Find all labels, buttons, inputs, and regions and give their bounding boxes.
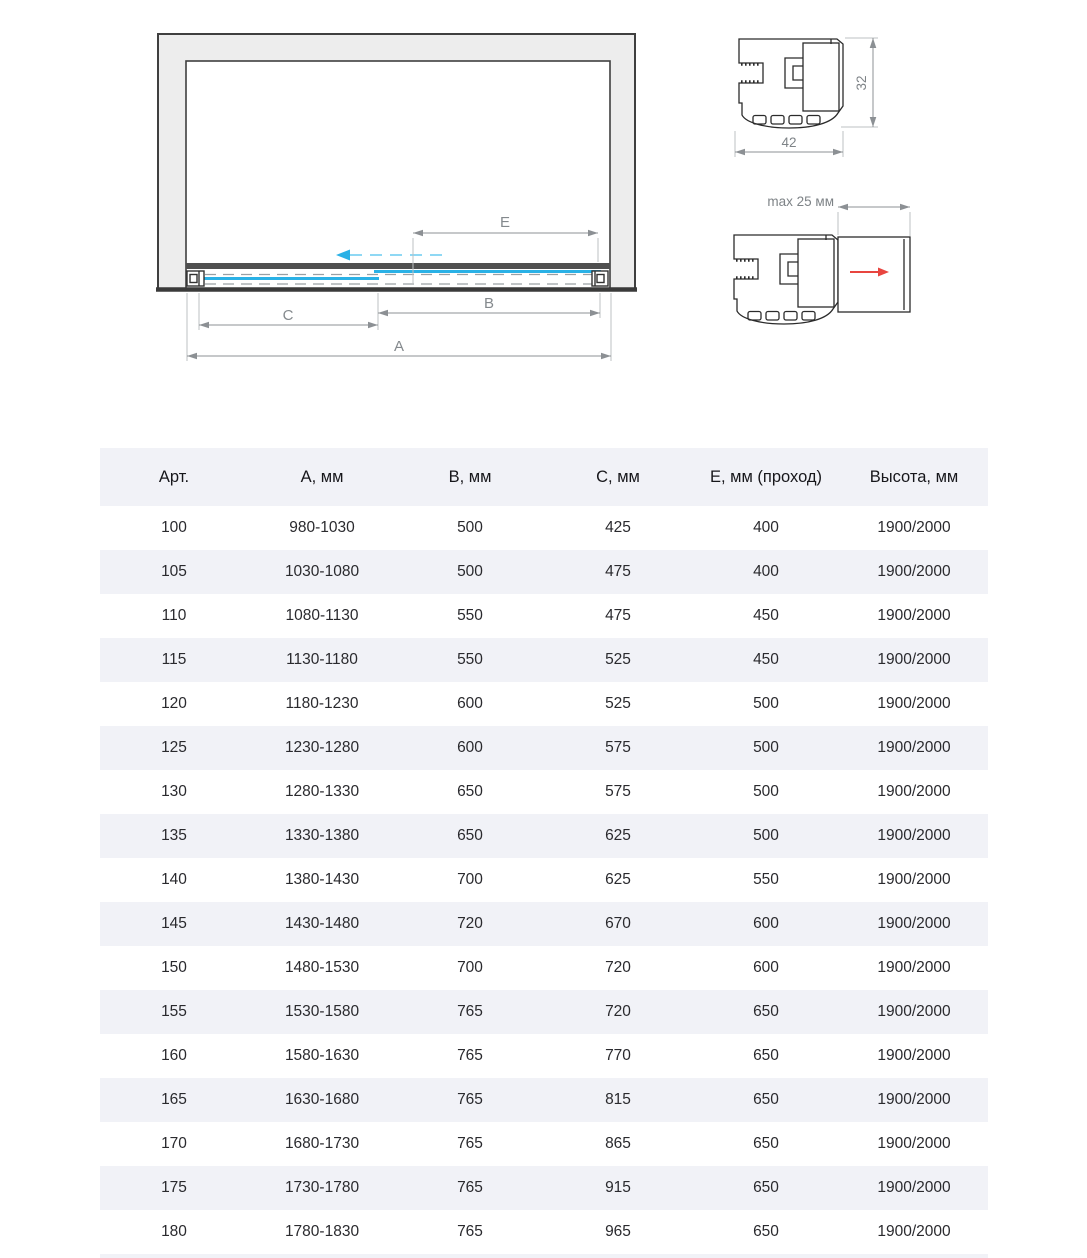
table-cell: 650: [753, 1003, 779, 1020]
dimension-32: [841, 38, 878, 127]
table-cell: 105: [161, 563, 187, 580]
table-cell: 1900/2000: [877, 695, 951, 712]
table-cell: 165: [161, 1091, 187, 1108]
right-wall-bracket: [592, 271, 608, 286]
table-cell: 650: [753, 1135, 779, 1152]
table-cell: 765: [457, 1047, 483, 1064]
table-cell: 600: [457, 739, 483, 756]
dimension-b: [378, 293, 600, 330]
table-cell: 1230-1280: [284, 739, 360, 756]
table-row: [100, 726, 988, 770]
table-cell: 155: [161, 1003, 187, 1020]
table-cell: 765: [457, 1003, 483, 1020]
table-cell: 980-1030: [289, 519, 355, 536]
table-cell: 1430-1480: [284, 915, 360, 932]
table-row: [100, 814, 988, 858]
table-cell: 915: [605, 1179, 631, 1196]
top-rail: [186, 263, 610, 269]
table-cell: 600: [457, 695, 483, 712]
table-cell: 400: [753, 519, 779, 536]
table-cell: 145: [161, 915, 187, 932]
table-row: [100, 946, 988, 990]
table-cell: 1580-1630: [284, 1047, 360, 1064]
table-cell: 140: [161, 871, 187, 888]
dimension-a-label: A: [393, 338, 405, 355]
table-cell: 525: [605, 651, 631, 668]
table-row: [100, 1078, 988, 1122]
profile-section-extended: [734, 194, 910, 324]
table-cell: 1900/2000: [877, 607, 951, 624]
table-cell: 500: [753, 783, 779, 800]
dimension-e-label: E: [499, 214, 511, 231]
table-cell: 1630-1680: [284, 1091, 360, 1108]
table-cell: 450: [753, 651, 779, 668]
table-cell: 110: [161, 607, 187, 624]
table-cell: 500: [753, 695, 779, 712]
table-cell: 450: [753, 607, 779, 624]
table-cell: 550: [457, 651, 483, 668]
technical-diagram: [0, 0, 1087, 436]
table-cell: 1900/2000: [877, 651, 951, 668]
table-cell: 1280-1330: [284, 783, 360, 800]
table-cell: 765: [457, 1223, 483, 1240]
header-cell: А, мм: [300, 467, 344, 486]
table-cell: 1900/2000: [877, 827, 951, 844]
header-cell: С, мм: [596, 467, 640, 486]
table-cell: 965: [605, 1223, 631, 1240]
table-cell: 1180-1230: [285, 695, 359, 712]
table-cell: 650: [753, 1047, 779, 1064]
max-travel-label: max 25 мм: [767, 194, 834, 209]
table-cell: 650: [457, 827, 483, 844]
table-row: [100, 550, 988, 594]
table-cell: 765: [457, 1179, 483, 1196]
table-cell: 600: [753, 915, 779, 932]
table-row: [100, 1166, 988, 1210]
table-cell: 550: [457, 607, 483, 624]
table-cell: 575: [605, 783, 631, 800]
table-cell: 180: [161, 1223, 187, 1240]
header-cell: Е, мм (проход): [709, 467, 823, 486]
table-cell: 1900/2000: [877, 1135, 951, 1152]
table-row: [100, 990, 988, 1034]
table-cell: 1530-1580: [284, 1003, 360, 1020]
table-cell: 150: [161, 959, 187, 976]
table-row: [100, 1210, 988, 1254]
profile-width-label: 42: [781, 135, 797, 150]
table-cell: 475: [605, 607, 631, 624]
table-cell: 1900/2000: [877, 783, 951, 800]
dimension-42: [735, 131, 843, 157]
table-cell: 720: [605, 1003, 631, 1020]
table-cell: 1900/2000: [877, 1047, 951, 1064]
table-cell: 1080-1130: [285, 607, 359, 624]
table-cell: 1900/2000: [877, 871, 951, 888]
table-row: [100, 682, 988, 726]
table-cell: 1330-1380: [284, 827, 360, 844]
table-cell: 1900/2000: [877, 915, 951, 932]
table-cell: 130: [161, 783, 187, 800]
table-cell: 650: [457, 783, 483, 800]
table-cell: 1480-1530: [284, 959, 360, 976]
spec-table-body: [100, 506, 988, 1254]
table-cell: 1130-1180: [286, 651, 358, 668]
table-row: [100, 506, 988, 550]
table-cell: 575: [605, 739, 631, 756]
extension-profile: [838, 237, 910, 312]
front-view-drawing: [156, 34, 637, 361]
profile-section-closed: [735, 38, 878, 157]
dimension-max-25: [767, 194, 910, 236]
table-cell: 1900/2000: [877, 563, 951, 580]
table-cell: 650: [753, 1091, 779, 1108]
table-row: [100, 770, 988, 814]
table-cell: 1900/2000: [877, 1223, 951, 1240]
table-cell: 425: [605, 519, 631, 536]
table-cell: 650: [753, 1179, 779, 1196]
table-cell: 500: [457, 563, 483, 580]
table-cell: 765: [457, 1135, 483, 1152]
header-cell: В, мм: [448, 467, 492, 486]
table-cell: 625: [605, 827, 631, 844]
table-cell: 1900/2000: [877, 1179, 951, 1196]
table-cell: 135: [161, 827, 187, 844]
table-cell: 500: [457, 519, 483, 536]
table-cell: 115: [161, 651, 187, 668]
table-cell: 770: [605, 1047, 631, 1064]
table-row: [100, 1122, 988, 1166]
table-row: [100, 1034, 988, 1078]
table-cell: 400: [753, 563, 779, 580]
table-cell: 550: [753, 871, 779, 888]
table-cell: 1380-1430: [284, 871, 360, 888]
table-cell: 120: [161, 695, 187, 712]
left-wall-bracket: [187, 271, 204, 286]
table-cell: 1780-1830: [284, 1223, 360, 1240]
table-row: [100, 594, 988, 638]
table-cell: 100: [161, 519, 187, 536]
table-cell: 160: [161, 1047, 187, 1064]
table-cell: 175: [161, 1179, 187, 1196]
table-cell: 525: [605, 695, 631, 712]
table-cell: 1900/2000: [877, 739, 951, 756]
dimension-a: [187, 293, 611, 361]
table-cell: 625: [605, 871, 631, 888]
spec-table: [100, 448, 988, 1258]
spec-table-header-row: [100, 448, 988, 506]
next-row-partial: [100, 1254, 988, 1258]
table-cell: 1900/2000: [877, 959, 951, 976]
table-cell: 700: [457, 871, 483, 888]
table-row: [100, 902, 988, 946]
table-cell: 670: [605, 915, 631, 932]
table-cell: 1900/2000: [877, 1091, 951, 1108]
table-cell: 1680-1730: [284, 1135, 360, 1152]
table-cell: 500: [753, 739, 779, 756]
table-cell: 475: [605, 563, 631, 580]
table-cell: 700: [457, 959, 483, 976]
table-cell: 1730-1780: [284, 1179, 360, 1196]
header-cell: Высота, мм: [869, 467, 959, 486]
table-cell: 720: [457, 915, 483, 932]
dimension-b-label: B: [483, 295, 495, 312]
table-cell: 650: [753, 1223, 779, 1240]
table-row: [100, 638, 988, 682]
table-cell: 1900/2000: [877, 519, 951, 536]
table-cell: 500: [753, 827, 779, 844]
header-cell: Арт.: [158, 467, 190, 486]
table-cell: 765: [457, 1091, 483, 1108]
table-cell: 720: [605, 959, 631, 976]
table-row: [100, 858, 988, 902]
table-cell: 1900/2000: [877, 1003, 951, 1020]
table-cell: 865: [605, 1135, 631, 1152]
table-cell: 1030-1080: [284, 563, 360, 580]
profile-height-label: 32: [854, 75, 869, 91]
table-cell: 170: [161, 1135, 187, 1152]
table-cell: 125: [161, 739, 187, 756]
table-cell: 815: [605, 1091, 631, 1108]
table-cell: 600: [753, 959, 779, 976]
dimension-c: [199, 293, 378, 330]
dimension-c-label: C: [282, 307, 294, 324]
